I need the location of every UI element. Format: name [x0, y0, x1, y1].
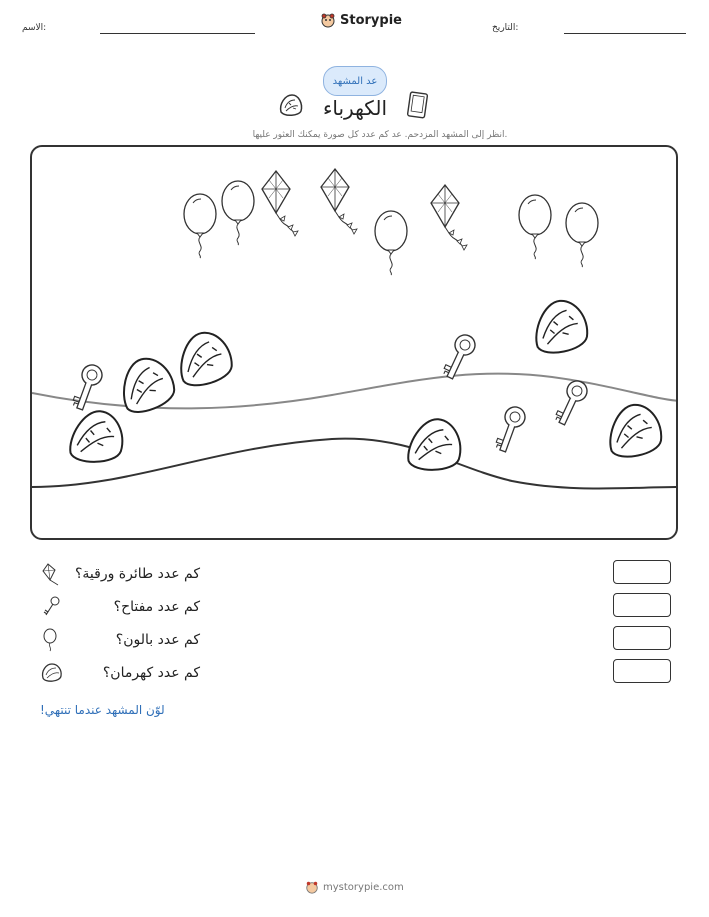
kite-icon [40, 562, 64, 586]
instructions: انظر إلى المشهد المزدحم. عد كم عدد كل صورة يمكنك العثور عليها. [252, 130, 508, 140]
answer-box-kite[interactable] [613, 560, 671, 584]
date-label: التاريخ: [492, 23, 519, 33]
question-kite: كم عدد طائرة ورقية؟ [74, 566, 200, 582]
storypie-logo-icon [305, 880, 319, 894]
amber-icon [40, 661, 64, 685]
name-line[interactable] [100, 33, 255, 34]
tablet-icon [405, 90, 431, 120]
scene-drawing [32, 147, 678, 540]
footer [305, 880, 404, 894]
date-line[interactable] [564, 33, 686, 34]
brand-name: Storypie [340, 12, 402, 28]
color-prompt: لوّن المشهد عندما تنتهي! [40, 703, 165, 717]
question-amber: كم عدد كهرمان؟ [102, 665, 200, 681]
question-balloon: كم عدد بالون؟ [115, 632, 200, 648]
question-key: كم عدد مفتاح؟ [113, 599, 200, 615]
key-icon [40, 595, 64, 619]
answer-box-key[interactable] [613, 593, 671, 617]
activity-badge: عد المشهد [323, 66, 387, 96]
page-title: الكهرباء [322, 96, 387, 120]
footer-url: mystorypie.com [323, 881, 404, 893]
brand [320, 12, 402, 28]
answer-box-amber[interactable] [613, 659, 671, 683]
answer-box-balloon[interactable] [613, 626, 671, 650]
storypie-logo-icon [320, 12, 336, 28]
busy-scene[interactable] [30, 145, 678, 540]
name-label: الاسم: [22, 23, 47, 33]
balloon-icon [40, 628, 64, 652]
